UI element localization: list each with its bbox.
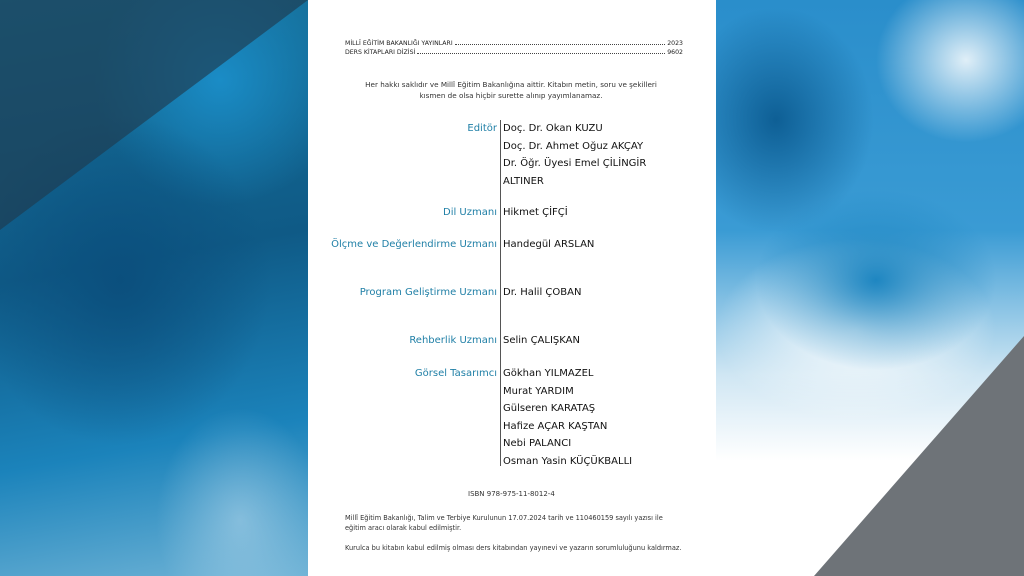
credit-names bbox=[503, 332, 703, 350]
credit-names bbox=[503, 365, 703, 470]
leader-dots bbox=[455, 44, 666, 45]
copyright-notice: Her hakkı saklıdır ve Millî Eğitim Bakanlığına aittir. Kitabın metin, soru ve şekilleri kısmen de olsa hiçbir surette alınıp yayımlanamaz. bbox=[365, 80, 657, 100]
credit-name: Nebi PALANCI bbox=[503, 438, 572, 449]
credit-names bbox=[503, 120, 703, 190]
credit-role: Program Geliştirme Uzmanı bbox=[359, 287, 497, 298]
publisher-year: 2023 bbox=[667, 40, 683, 47]
credit-role: Rehberlik Uzmanı bbox=[409, 335, 497, 346]
credit-role: Dil Uzmanı bbox=[443, 207, 497, 218]
credit-role: Editör bbox=[467, 123, 497, 134]
credit-name: Selin ÇALIŞKAN bbox=[503, 335, 580, 346]
dark-corner-shape bbox=[0, 0, 308, 230]
publisher-label: MİLLÎ EĞİTİM BAKANLIĞI YAYINLARI bbox=[345, 40, 453, 47]
credit-name: Handegül ARSLAN bbox=[503, 239, 595, 250]
approval-note: Millî Eğitim Bakanlığı, Talim ve Terbiye Kurulunun 17.07.2024 tarih ve 110460159 sayılı yazısı ile eğitim aracı olarak kabul edilmiştir. bbox=[345, 514, 663, 532]
credit-name: Gülseren KARATAŞ bbox=[503, 403, 596, 414]
document-page bbox=[308, 0, 716, 576]
gray-triangle-shape bbox=[814, 336, 1024, 576]
credit-names bbox=[503, 236, 703, 254]
credit-name: Dr. Öğr. Üyesi Emel ÇİLİNGİR bbox=[503, 158, 647, 169]
credit-name: Hikmet ÇİFÇİ bbox=[503, 207, 568, 218]
isbn-number: ISBN 978-975-11-8012-4 bbox=[468, 490, 555, 498]
credit-name: Murat YARDIM bbox=[503, 385, 574, 397]
credit-names bbox=[503, 204, 703, 222]
credit-name: Gökhan YILMAZEL bbox=[503, 368, 594, 379]
publisher-row bbox=[345, 40, 683, 47]
divider-line bbox=[500, 120, 501, 466]
credit-name: Hafize AÇAR KAŞTAN bbox=[503, 420, 608, 432]
leader-dots bbox=[417, 53, 665, 54]
credit-name: Doç. Dr. Ahmet Oğuz AKÇAY bbox=[503, 140, 644, 152]
series-row bbox=[345, 49, 683, 56]
credit-role: Ölçme ve Değerlendirme Uzmanı bbox=[331, 239, 497, 250]
credit-name: Osman Yasin KÜÇÜKBALLI bbox=[503, 455, 633, 467]
credit-name: ALTINER bbox=[503, 175, 544, 187]
credit-name: Dr. Halil ÇOBAN bbox=[503, 287, 582, 298]
credit-role: Görsel Tasarımcı bbox=[414, 368, 497, 379]
series-label: DERS KİTAPLARI DİZİSİ bbox=[345, 49, 416, 56]
series-number: 9602 bbox=[667, 49, 683, 56]
credit-name: Doç. Dr. Okan KUZU bbox=[503, 123, 603, 134]
credit-names bbox=[503, 284, 703, 302]
responsibility-note: Kurulca bu kitabın kabul edilmiş olması ders kitabından yayınevi ve yazarın sorumluluğunu kaldırmaz. bbox=[345, 544, 682, 552]
